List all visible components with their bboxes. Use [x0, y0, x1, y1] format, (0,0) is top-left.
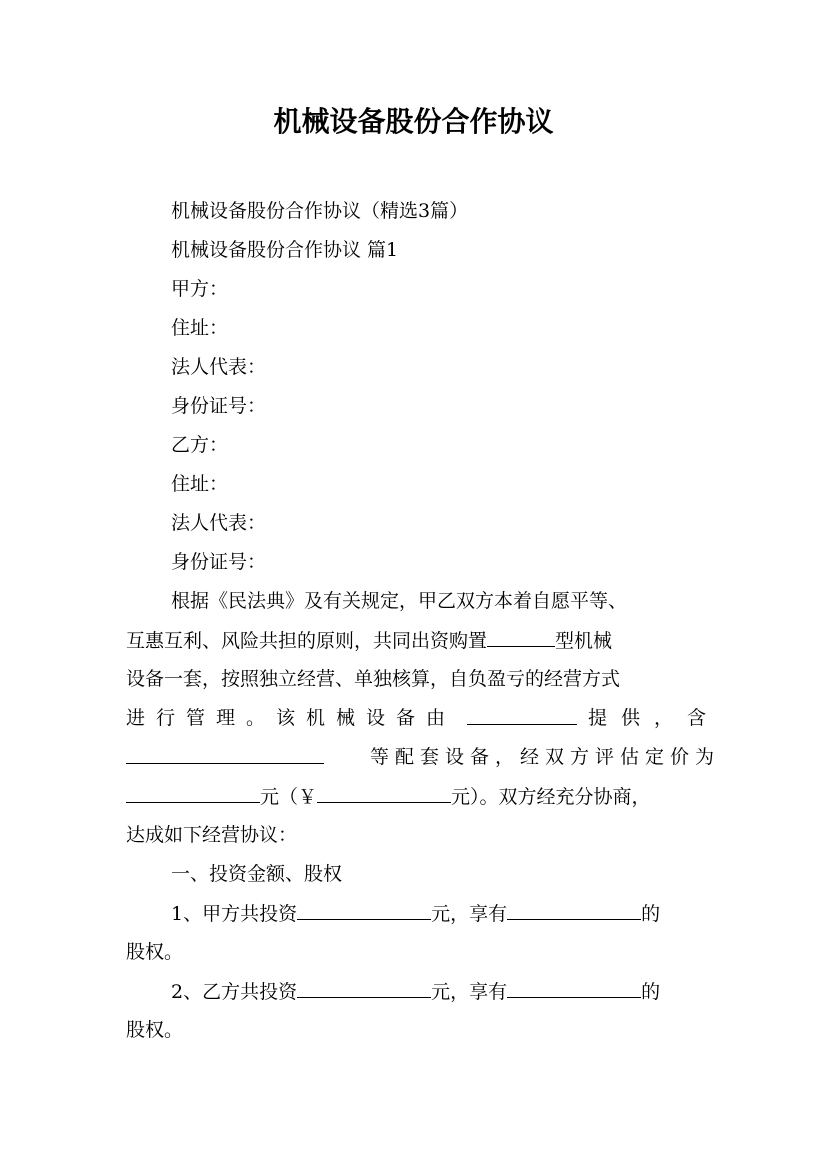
party-b-label: 乙方： [171, 434, 229, 456]
party-a-legal-rep: 法人代表： [171, 356, 267, 378]
document-title: 机械设备股份合作协议 [273, 105, 554, 138]
intro-line-6-text-b: 元）。双方经充分协商， [451, 786, 651, 808]
party-a-label: 甲方： [171, 278, 229, 300]
intro-line-2 [126, 628, 612, 653]
clause-1-item-1 [171, 901, 660, 926]
party-a-amount-blank [297, 901, 431, 920]
clause-1-item-2 [171, 979, 660, 1004]
intro-line-2-text-a: 互惠互利、风险共担的原则，共同出资购置 [126, 630, 488, 652]
document-subtitle: 机械设备股份合作协议（精选3篇） [171, 200, 469, 222]
intro-line-6 [126, 784, 651, 809]
intro-line-6-text-a: 元（￥ [260, 786, 318, 808]
party-b-amount-blank [297, 979, 431, 998]
item-1-text-c: 的 [641, 903, 661, 925]
intro-line-4-text-b: 提供，含 [587, 707, 720, 729]
item-1-text-b: 元，享有 [431, 903, 508, 925]
party-a-id-no: 身份证号： [171, 395, 267, 417]
clause-1-heading: 一、投资金额、股权 [171, 863, 343, 885]
intro-line-1: 根据《民法典》及有关规定，甲乙双方本着自愿平等、 [171, 590, 628, 612]
clause-1-item-2-cont: 股权。 [126, 1019, 184, 1041]
provider-blank [467, 706, 577, 725]
price-words-blank [126, 784, 260, 803]
price-number-blank [317, 784, 451, 803]
item-2-text-a: 2、乙方共投资 [171, 981, 298, 1003]
party-a-address: 住址： [171, 317, 229, 339]
party-a-share-blank [507, 901, 641, 920]
model-blank [487, 628, 555, 647]
section-heading: 机械设备股份合作协议 篇1 [171, 239, 399, 261]
intro-line-5 [126, 745, 720, 769]
intro-line-5-text: 等配套设备，经双方评估定价为 [369, 746, 720, 768]
party-b-address: 住址： [171, 473, 229, 495]
intro-line-2-text-b: 型机械 [555, 630, 613, 652]
party-b-id-no: 身份证号： [171, 551, 267, 573]
intro-line-7: 达成如下经营协议： [126, 824, 298, 846]
clause-1-item-1-cont: 股权。 [126, 941, 184, 963]
intro-line-4 [126, 706, 720, 730]
party-b-share-blank [507, 979, 641, 998]
item-2-text-c: 的 [641, 981, 661, 1003]
intro-line-3: 设备一套，按照独立经营、单独核算，自负盈亏的经营方式 [126, 668, 621, 690]
intro-line-4-text-a: 进行管理。该机械设备由 [126, 707, 457, 729]
item-2-text-b: 元，享有 [431, 981, 508, 1003]
equipment-blank [126, 745, 324, 764]
item-1-text-a: 1、甲方共投资 [171, 903, 298, 925]
party-b-legal-rep: 法人代表： [171, 512, 267, 534]
